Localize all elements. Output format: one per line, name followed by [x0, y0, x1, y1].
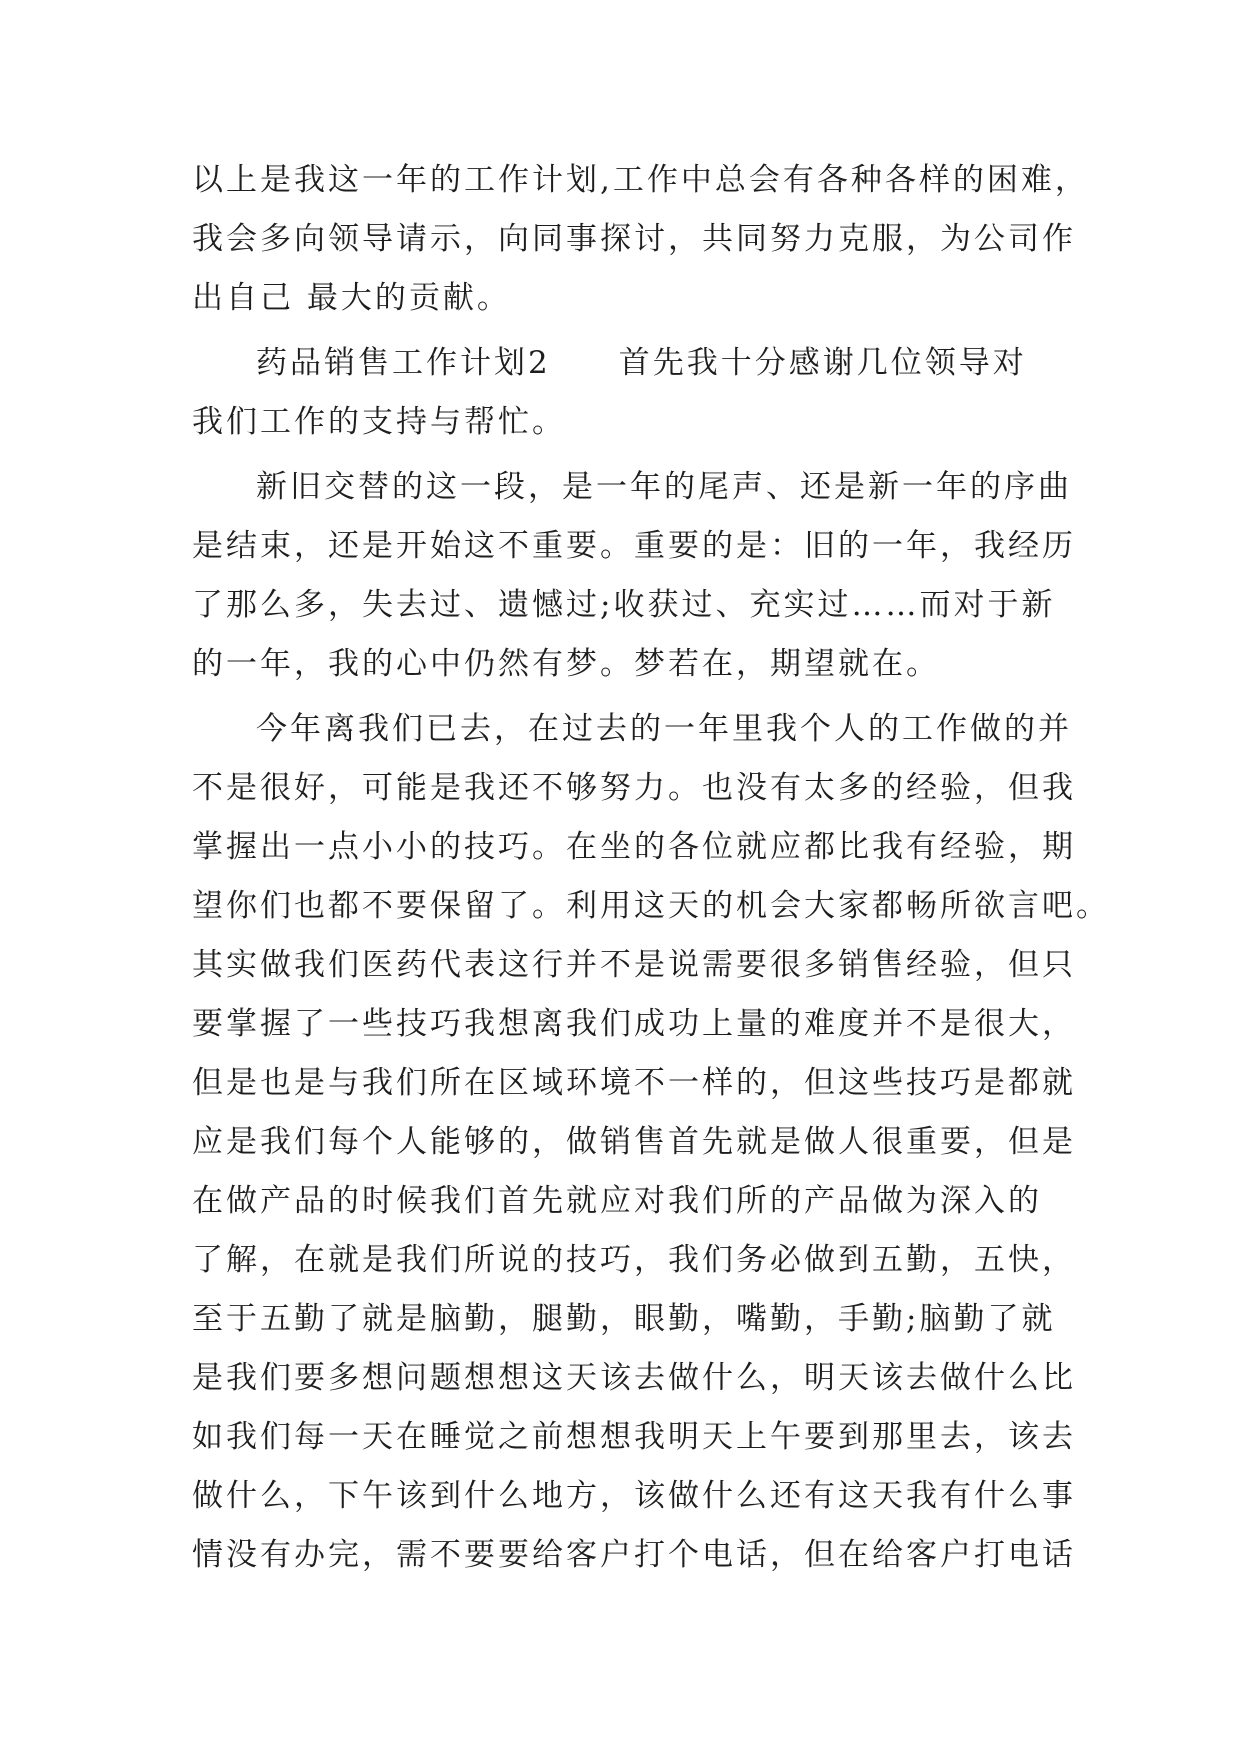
text-line: 情没有办完，需不要要给客户打个电话，但在给客户打电话 — [192, 1537, 1076, 1573]
text-line: 但是也是与我们所在区域环境不一样的，但这些技巧是都就 — [192, 1065, 1076, 1101]
text-line: 望你们也都不要保留了。利用这天的机会大家都畅所欲言吧。 — [192, 888, 1110, 924]
text-line: 我会多向领导请示，向同事探讨，共同努力克服，为公司作 — [192, 221, 1076, 257]
text-line: 其实做我们医药代表这行并不是说需要很多销售经验，但只 — [192, 947, 1076, 983]
text-line: 要掌握了一些技巧我想离我们成功上量的难度并不是很大， — [192, 1006, 1076, 1042]
text-line: 掌握出一点小小的技巧。在坐的各位就应都比我有经验，期 — [192, 829, 1076, 865]
text-line: 不是很好，可能是我还不够努力。也没有太多的经验，但我 — [192, 770, 1076, 806]
text-line: 以上是我这一年的工作计划,工作中总会有各种各样的困难， — [192, 162, 1089, 198]
text-line: 出自己 最大的贡献。 — [192, 280, 511, 316]
text-line: 是我们要多想问题想想这天该去做什么，明天该去做什么比 — [192, 1360, 1076, 1396]
text-line: 是结束，还是开始这不重要。重要的是：旧的一年，我经历 — [192, 528, 1076, 564]
text-line: 的一年，我的心中仍然有梦。梦若在，期望就在。 — [192, 646, 940, 682]
text-line: 应是我们每个人能够的，做销售首先就是做人很重要，但是 — [192, 1124, 1076, 1160]
text-line: 至于五勤了就是脑勤，腿勤，眼勤，嘴勤，手勤;脑勤了就 — [192, 1301, 1056, 1337]
text-line: 我们工作的支持与帮忙。 — [192, 404, 566, 440]
text-line: 做什么，下午该到什么地方，该做什么还有这天我有什么事 — [192, 1478, 1076, 1514]
text-line: 了解，在就是我们所说的技巧，我们务必做到五勤，五快， — [192, 1242, 1076, 1278]
text-line: 在做产品的时候我们首先就应对我们所的产品做为深入的 — [192, 1183, 1042, 1219]
text-line: 新旧交替的这一段，是一年的尾声、还是新一年的序曲 — [256, 469, 1072, 505]
paragraph-heading: 药品销售工作计划2 首先我十分感谢几位领导对 — [256, 345, 1027, 381]
text-line: 了那么多，失去过、遗憾过;收获过、充实过……而对于新 — [192, 587, 1056, 623]
text-line: 如我们每一天在睡觉之前想想我明天上午要到那里去，该去 — [192, 1419, 1076, 1455]
text-line: 今年离我们已去，在过去的一年里我个人的工作做的并 — [256, 711, 1072, 747]
